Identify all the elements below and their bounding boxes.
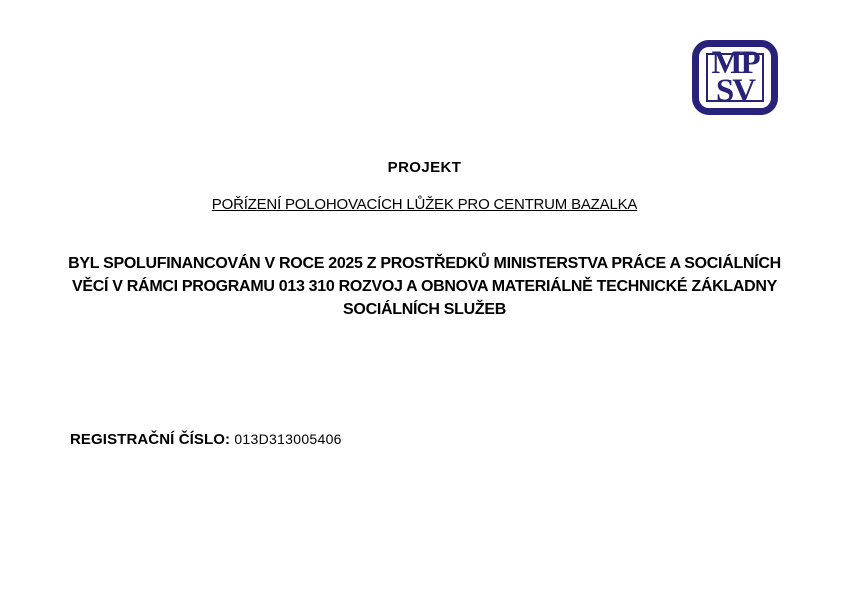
registration-label: REGISTRAČNÍ ČÍSLO: xyxy=(70,431,231,448)
funding-statement-line-3: SOCIÁLNÍCH SLUŽEB xyxy=(343,301,506,318)
funding-statement xyxy=(0,252,849,321)
registration-number-row xyxy=(70,431,342,448)
funding-statement-line-2: VĚCÍ V RÁMCI PROGRAMU 013 310 ROZVOJ A OBNOVA MATERIÁLNĚ TECHNICKÉ ZÁKLADNY xyxy=(72,278,777,295)
mpsv-logo-letters xyxy=(699,44,771,109)
registration-value: 013D313005406 xyxy=(234,431,342,447)
mpsv-logo xyxy=(692,40,778,115)
logo-text-mp: MP xyxy=(711,44,759,81)
funding-statement-line-1: BYL SPOLUFINANCOVÁN V ROCE 2025 Z PROSTŘEDKŮ MINISTERSTVA PRÁCE A SOCIÁLNÍCH xyxy=(68,255,781,272)
project-name-underlined: POŘÍZENÍ POLOHOVACÍCH LŮŽEK PRO CENTRUM BAZALKA xyxy=(211,196,638,213)
logo-text-sv: SV xyxy=(715,72,755,109)
project-heading: PROJEKT xyxy=(387,159,462,176)
